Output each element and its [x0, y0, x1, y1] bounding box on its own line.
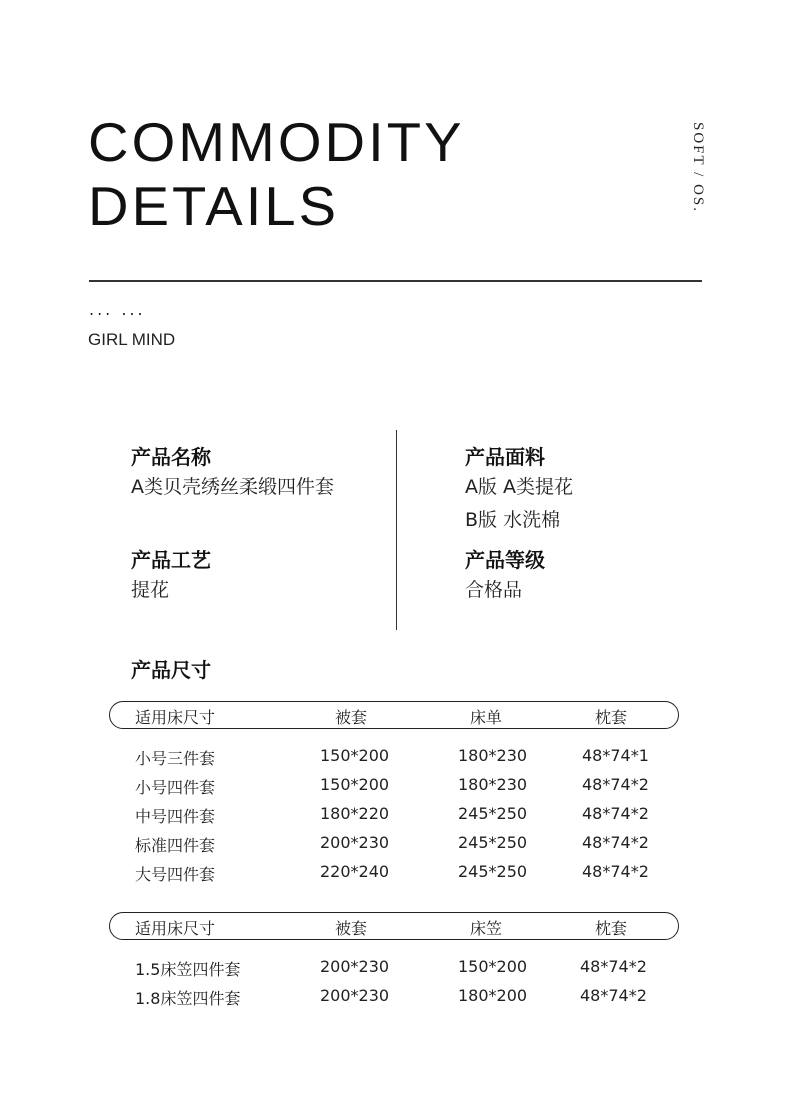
info-product-name — [131, 443, 334, 504]
table-cell: 48*74*2 — [580, 986, 647, 1005]
info-value: A版 A类提花 — [465, 476, 574, 498]
table-cell: 1.8床笠四件套 — [135, 989, 241, 1008]
title-line-1: COMMODITY — [88, 111, 465, 173]
table2-header-pillow: 枕套 — [595, 919, 628, 938]
table-cell: 大号四件套 — [135, 865, 216, 884]
table-cell: 48*74*2 — [582, 862, 649, 881]
table-cell: 220*240 — [320, 862, 390, 881]
info-label: 产品名称 — [131, 445, 211, 469]
table-cell: 1.5床笠四件套 — [135, 960, 241, 979]
table2-header-duvet: 被套 — [335, 919, 368, 938]
table-cell: 48*74*2 — [582, 775, 649, 794]
decorative-dots: ... ... — [89, 300, 146, 319]
table-cell: 180*200 — [458, 986, 528, 1005]
table2-header-bed: 适用床尺寸 — [135, 919, 216, 938]
info-value: 提花 — [131, 579, 170, 601]
table-cell: 150*200 — [320, 746, 390, 765]
table-cell: 150*200 — [320, 775, 390, 794]
table-cell: 245*250 — [458, 804, 528, 823]
page-title — [88, 110, 465, 238]
table-cell: 200*230 — [320, 957, 390, 976]
table-cell: 180*230 — [458, 775, 528, 794]
table-cell: 48*74*2 — [582, 804, 649, 823]
header-divider — [89, 280, 702, 282]
info-value: 合格品 — [465, 579, 523, 601]
table-cell: 48*74*2 — [580, 957, 647, 976]
size-heading: 产品尺寸 — [131, 658, 211, 682]
table1-header-bed: 适用床尺寸 — [135, 708, 216, 727]
table-cell: 48*74*2 — [582, 833, 649, 852]
table-cell: 245*250 — [458, 833, 528, 852]
info-label: 产品面料 — [465, 445, 545, 469]
table-cell: 48*74*1 — [582, 746, 649, 765]
info-label: 产品工艺 — [131, 548, 211, 572]
brand-text: GIRL MIND — [88, 330, 176, 349]
table-cell: 小号四件套 — [135, 778, 216, 797]
table-cell: 标准四件套 — [135, 836, 216, 855]
info-value: B版 水洗棉 — [465, 509, 561, 531]
table-cell: 中号四件套 — [135, 807, 216, 826]
table1-header-sheet: 床单 — [470, 708, 503, 727]
title-line-2: DETAILS — [88, 175, 340, 237]
info-value: A类贝壳绣丝柔缎四件套 — [131, 476, 334, 498]
table-cell: 小号三件套 — [135, 749, 216, 768]
table-cell: 150*200 — [458, 957, 528, 976]
info-product-craft — [131, 546, 211, 607]
table-cell: 180*220 — [320, 804, 390, 823]
table-cell: 200*230 — [320, 986, 390, 1005]
table-cell: 245*250 — [458, 862, 528, 881]
info-product-grade — [465, 546, 545, 607]
table-cell: 200*230 — [320, 833, 390, 852]
info-vertical-divider — [396, 430, 397, 630]
info-product-fabric — [465, 443, 573, 537]
side-vertical-text: SOFT / OS. — [690, 122, 706, 214]
info-label: 产品等级 — [465, 548, 545, 572]
table2-header-fitted-sheet: 床笠 — [470, 919, 503, 938]
table-cell: 180*230 — [458, 746, 528, 765]
table1-header-pillow: 枕套 — [595, 708, 628, 727]
table1-header-duvet: 被套 — [335, 708, 368, 727]
